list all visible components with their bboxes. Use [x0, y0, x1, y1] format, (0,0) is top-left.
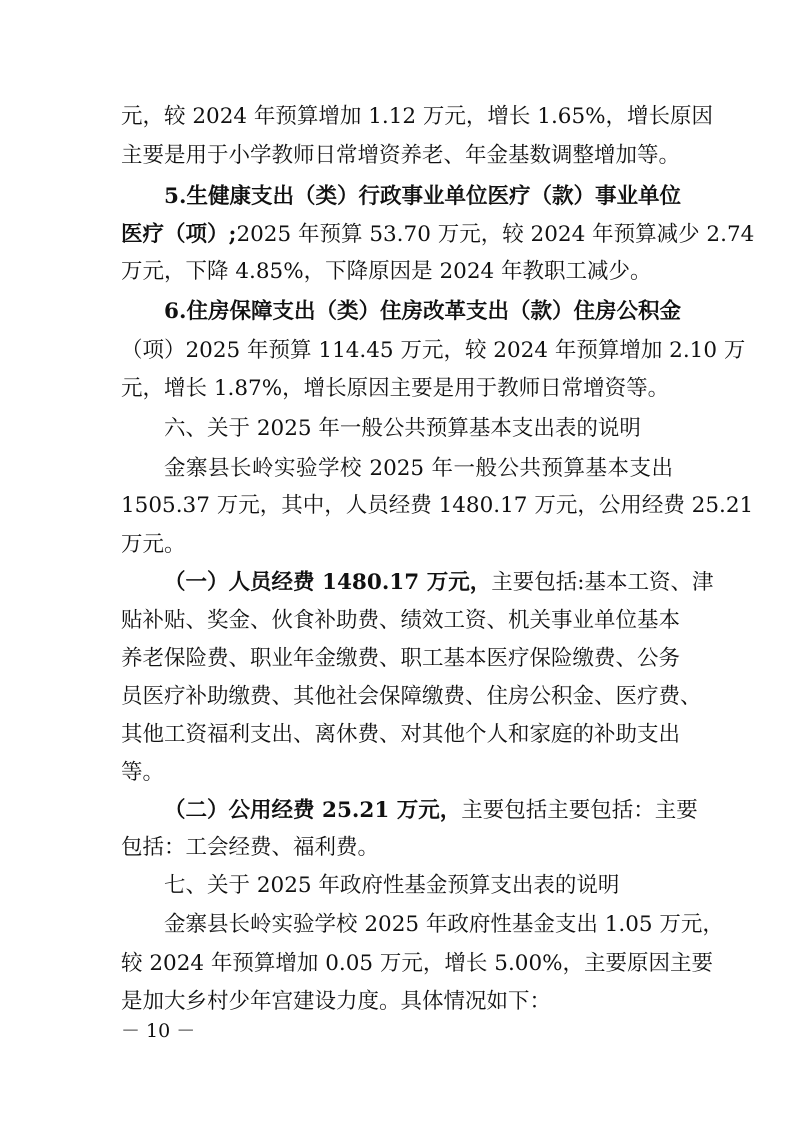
text-line: 主要是用于小学教师日常增资养老、年金基数调整增加等。 [121, 143, 681, 168]
text-line: 1505.37 万元，其中，人员经费 1480.17 万元，公用经费 25.21 [121, 493, 754, 518]
text-line: 等。 [121, 760, 165, 785]
text-line: 养老保险费、职业年金缴费、职工基本医疗保险缴费、公务 [121, 646, 681, 671]
text-line: （一）人员经费 1480.17 万元，主要包括:基本工资、津 [164, 570, 714, 595]
section-heading: 6.住房保障支出（类）住房改革支出（款）住房公积金 [164, 299, 681, 324]
text-line: 万元，下降 4.85%，下降原因是 2024 年教职工减少。 [121, 259, 652, 284]
text-line: 元，较 2024 年预算增加 1.12 万元，增长 1.65%，增长原因 [121, 104, 714, 129]
text-line: 较 2024 年预算增加 0.05 万元，增长 5.00%，主要原因主要 [121, 951, 714, 976]
text-line: 是加大乡村少年宫建设力度。具体情况如下： [121, 989, 552, 1014]
text-line: 包括：工会经费、福利费。 [121, 835, 380, 860]
section-heading: 5.生健康支出（类）行政事业单位医疗（款）事业单位 [164, 184, 681, 209]
text-line: （二）公用经费 25.21 万元，主要包括主要包括：主要 [164, 798, 698, 823]
text-line: 医疗（项）;2025 年预算 53.70 万元，较 2024 年预算减少 2.74 [121, 222, 755, 247]
text-line: 员医疗补助缴费、其他社会保障缴费、住房公积金、医疗费、 [121, 684, 702, 709]
text-line: 元，增长 1.87%，增长原因主要是用于教师日常增资等。 [121, 376, 670, 401]
text-line: 其他工资福利支出、离休费、对其他个人和家庭的补助支出 [121, 722, 681, 747]
text-line: （项）2025 年预算 114.45 万元，较 2024 年预算增加 2.10 万 [121, 338, 746, 363]
text-line: 万元。 [121, 532, 186, 557]
text-line: 金寨县长岭实验学校 2025 年政府性基金支出 1.05 万元， [164, 912, 724, 937]
text-line: 金寨县长岭实验学校 2025 年一般公共预算基本支出 [164, 456, 673, 481]
page-number: － 10 － [121, 1020, 196, 1042]
section-heading: 七、关于 2025 年政府性基金预算支出表的说明 [164, 873, 620, 898]
section-heading: 六、关于 2025 年一般公共预算基本支出表的说明 [164, 416, 641, 441]
text-line: 贴补贴、奖金、伙食补助费、绩效工资、机关事业单位基本 [121, 608, 681, 633]
